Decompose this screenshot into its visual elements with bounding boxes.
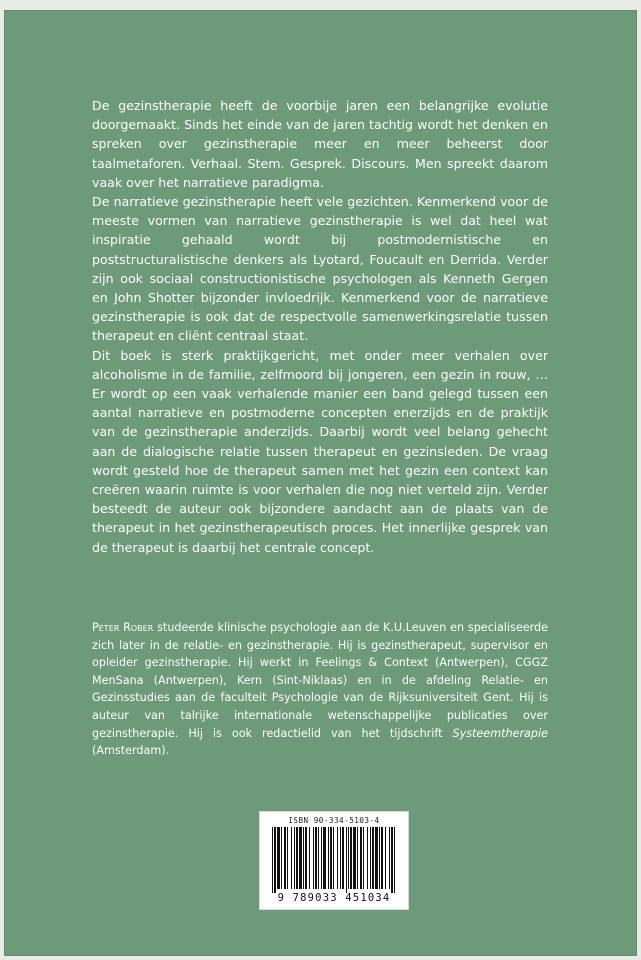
author-name: Peter Rober — [92, 621, 154, 634]
blurb-paragraph: De gezinstherapie heeft de voorbije jaren een belangrijke evolutie doorgemaakt. Sinds het einde van de jaren tachtig wordt het denken en spreken over gezinstherapie meer en meer beheerst door taalmetaforen. Verhaal. Stem. Gesprek. Discours. Men spreekt daarom vaak over het narratieve paradigma. — [92, 98, 548, 190]
journal-title: Systeemtherapie — [452, 726, 548, 740]
barcode-label — [259, 811, 409, 910]
barcode-icon — [272, 827, 396, 893]
isbn-number: ISBN 90-334-5103-4 — [288, 816, 380, 825]
bio-text-end: (Amsterdam). — [92, 744, 170, 758]
blurb-paragraph: Dit boek is sterk praktijkgericht, met onder meer verhalen over alcoholisme in de familie, zelfmoord bij jongeren, een gezin in rouw, … Er wordt op een vaak verhalende manier een band gelegd tussen een aantal narratieve en postmoderne concepten enerzijds en de praktijk van de gezinstherapie anderzijds. Daarbij wordt veel belang gehecht aan de dialogische relatie tussen therapeut en gezinsleden. De vraag wordt gesteld hoe de therapeut samen met het gezin een context kan creëren waarin ruimte is voor verhalen die nog niet verteld zijn. Verder besteedt de auteur ook bijzondere aandacht aan de plaats van de therapeut in het gezinstherapeutisch proces. Het innerlijke gesprek van de therapeut is daarbij het centrale concept. — [92, 347, 548, 555]
blurb-text — [92, 96, 548, 557]
author-bio — [92, 619, 548, 760]
back-cover — [4, 10, 637, 956]
blurb-paragraph: De narratieve gezinstherapie heeft vele gezichten. Kenmerkend voor de meeste vormen van narratieve gezinstherapie is wel dat heel wat inspiratie gehaald wordt bij postmodernistische en poststructuralistische denkers als Lyotard, Foucault en Derrida. Verder zijn ook sociaal constructionistische psychologen als Kenneth Gergen en John Shotter bijzonder invloedrijk. Kenmerkend voor de narratieve gezinstherapie is ook dat de respectvolle samenwerkingsrelatie tussen therapeut en cliënt centraal staat. — [92, 194, 548, 344]
ean-number: 9 789033 451034 — [277, 892, 391, 904]
bio-text: studeerde klinische psychologie aan de K.U.Leuven en specialiseerde zich later in de relatie- en gezinstherapie. Hij is gezinstherapeut, supervisor en opleider gezinstherapie. Hij werkt in Feelings & Context (Antwerpen), CGGZ MenSana (Antwerpen), Kern (Sint-Niklaas) en in de afdeling Relatie- en Gezinsstudies aan de faculteit Psychologie van de Rijksuniversiteit Gent. Hij is auteur van talrijke internationale wetenschappelijke publicaties over gezinstherapie. Hij is ook redactielid van het tijdschrift — [92, 621, 549, 740]
